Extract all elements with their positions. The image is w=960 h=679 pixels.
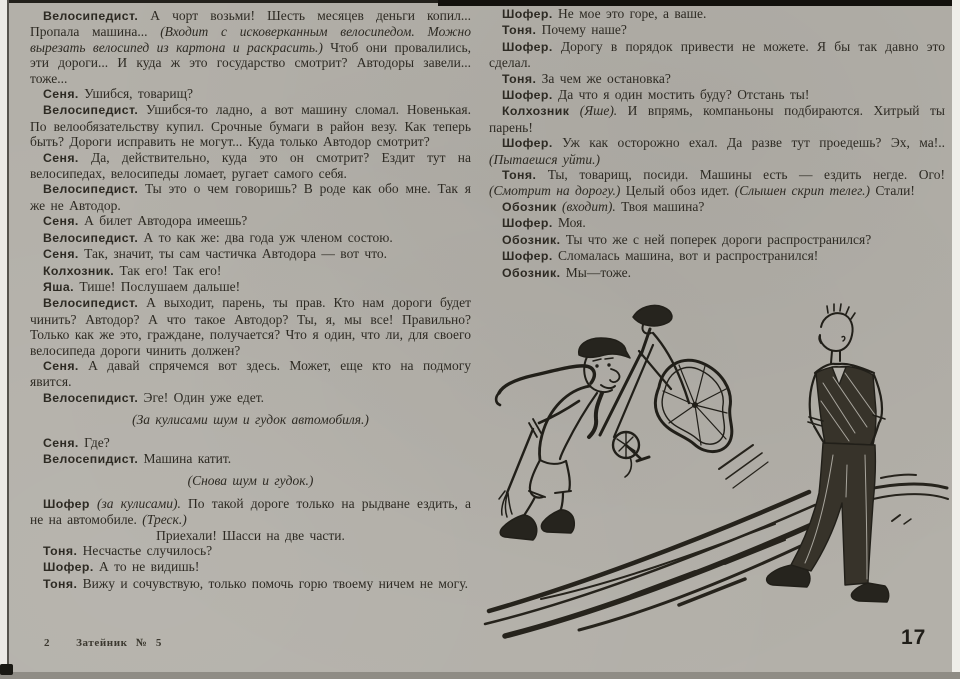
dialogue-text: По такой дороге только на рыдване ездить, а не на автомобиле. — [30, 495, 471, 528]
dialogue-text: А то не видишь! — [93, 559, 200, 575]
speaker-name: Велосепидист. — [43, 451, 139, 466]
speaker-name: Яша. — [43, 279, 74, 294]
dialogue-line — [489, 103, 945, 135]
page-edge-line — [7, 0, 9, 679]
speaker-name: Шофер. — [502, 88, 553, 103]
dialogue-line — [489, 215, 945, 231]
dialogue-text: Да, действительно, куда это он смотрит? Ездит тут на велосипедах, велосипеды ломает, ругает самого себя. — [30, 149, 471, 182]
scan-left-margin — [0, 0, 7, 679]
dialogue-text: Почему наше? — [536, 22, 627, 38]
dialogue-text: Мы—тоже. — [560, 264, 631, 280]
illustration-cyclist-carrying-broken-bicycle — [483, 293, 950, 648]
dialogue-text: Чтоб они провалились, эти дороги... И куда ж это государство смотрит? Автодоры завели... тоже... — [30, 39, 471, 86]
shoe-back — [851, 583, 888, 602]
dialogue-line — [489, 199, 945, 215]
speaker-name: Шофер. — [502, 39, 553, 54]
dialogue-text: Ты это о чем говоришь? В роде как обо мне. Так я же не Автодор. — [30, 181, 471, 213]
dialogue-text: Эге! Один уже едет. — [138, 389, 264, 405]
speaker-name: Велосипедист. — [43, 296, 139, 311]
stage-direction — [30, 473, 471, 488]
stage-note: (Входит с исковерканным велосипедом. Можно вырезать велосипед из картона и раскрасить.) — [30, 24, 471, 55]
dialogue-line — [30, 295, 471, 358]
hand — [499, 491, 512, 517]
dialogue-line — [30, 279, 471, 295]
footer-imprint-line — [44, 637, 162, 649]
speaker-name: Шофер — [43, 496, 90, 511]
speaker-name: Сеня. — [43, 214, 79, 229]
dialogue-text: А давай спрячемся вот здесь. Может, еще кто на подмогу явится. — [30, 357, 471, 390]
dialogue-text: За чем же остановка? — [536, 70, 671, 86]
scarf — [589, 393, 602, 437]
dialogue-line — [30, 263, 471, 279]
dialogue-text: А то как же: два года уж членом состою. — [138, 229, 393, 245]
top-edge-rule-left — [9, 0, 480, 3]
dialogue-text: Вижу и сочувствую, только помочь горю твоему ничем не могу. — [77, 575, 468, 591]
stage-note: (Пытаешся уйти.) — [489, 151, 600, 167]
dialogue-text: Где? — [78, 434, 110, 450]
dialogue-line — [30, 150, 471, 182]
speaker-name: Шофер. — [502, 136, 553, 151]
speaker-name: Колхозник — [502, 104, 570, 119]
scan-right-margin — [952, 0, 960, 679]
speaker-name: Колхозник. — [43, 263, 115, 278]
dialogue-line — [30, 496, 471, 528]
speaker-name: Обозник. — [502, 232, 561, 247]
dialogue-text: Сломалась машина, вот и распространился! — [552, 248, 819, 264]
speaker-name: Велосипедист. — [43, 230, 139, 245]
boot-front — [500, 515, 537, 540]
bottom-edge-band — [0, 672, 960, 679]
dialogue-line — [30, 213, 471, 229]
speaker-name: Шофер. — [43, 560, 94, 575]
stage-note: (Слышен скрип телег.) — [734, 183, 871, 199]
dialogue-line — [489, 248, 945, 264]
trousers — [791, 443, 875, 585]
dialogue-text: А билет Автодора имеешь? — [78, 213, 248, 229]
dialogue-line — [30, 559, 471, 575]
stage-note: (За кулисами шум и гудок автомобиля.) — [132, 412, 369, 428]
dialogue-text: Ты, товарищ, посиди. Машины есть — ездить негде. Ого! — [536, 167, 945, 183]
speaker-name: Тоня. — [43, 576, 78, 591]
dialogue-text: Твоя машина? — [615, 198, 705, 214]
right-text-column — [489, 6, 945, 281]
stage-note: (входит). — [556, 198, 616, 214]
speaker-name: Тоня. — [502, 23, 537, 38]
pedestrian-figure — [767, 304, 889, 602]
dialogue-line — [489, 265, 945, 281]
stage-note: (Яше). — [569, 103, 618, 119]
speaker-name: Велосепидист. — [43, 390, 139, 405]
head — [819, 313, 852, 351]
magazine-imprint: Затейник № 5 — [76, 637, 163, 649]
dialogue-line — [30, 8, 471, 86]
dialogue-text: Да что я один мостить буду? Отстань ты! — [552, 87, 810, 103]
saddle — [633, 305, 672, 325]
speaker-name: Сеня. — [43, 358, 79, 373]
speaker-name: Шофер. — [502, 7, 553, 21]
dialogue-text: Ушибся-то ладно, а вот машину сломал. Новенькая. По велообязательству купил. Срочные бумаги в район везу. Как теперь быть? Дороги исправить не могут... Куда только Автодор смотрит? — [30, 102, 471, 150]
dialogue-line — [489, 232, 945, 248]
dialogue-line — [489, 39, 945, 71]
dialogue-line — [30, 390, 471, 406]
dialogue-text: И впрямь, компаньоны подбираются. Хитрый ты парень! — [489, 103, 945, 135]
dialogue-line — [30, 102, 471, 149]
stage-note: (Снова шум и гудок.) — [187, 473, 314, 489]
page-number: 17 — [901, 626, 927, 649]
speaker-name: Тоня. — [502, 168, 537, 183]
dialogue-text: Несчастье случилось? — [77, 543, 213, 558]
dialogue-text: Стали! — [870, 183, 915, 199]
dialogue-text: Приехали! Шасси на две части. — [156, 527, 345, 543]
speaker-name: Сеня. — [43, 435, 79, 450]
shoe-front — [767, 565, 810, 587]
dialogue-line — [489, 22, 945, 38]
left-text-column — [30, 8, 471, 592]
dialogue-text: Так его! Так его! — [114, 262, 222, 278]
speaker-name: Велосипедист. — [43, 103, 139, 118]
bottom-corner-mark — [0, 664, 13, 675]
dialogue-text: Тише! Послушаем дальше! — [73, 278, 241, 294]
stage-direction — [30, 412, 471, 427]
dialogue-line — [30, 246, 471, 262]
speaker-name: Велосипедист. — [43, 182, 139, 197]
speaker-name: Сеня. — [43, 150, 79, 165]
dialogue-text: А выходит, парень, ты прав. Кто нам дороги будет чинить? Автодор? А что такое Автодор? Ты, я, мы все! Правильно? Только как же это, граждане, получается? Что я один, что ли, для своего велосипеда дороги чинить должен? — [30, 295, 471, 358]
dialogue-line — [489, 135, 945, 167]
dialogue-text: Ты что же с ней поперек дороги распространился? — [560, 231, 872, 247]
dialogue-text: Ушибся, товарищ? — [78, 86, 193, 102]
dialogue-line — [489, 6, 945, 22]
dialogue-line — [30, 181, 471, 213]
speaker-name: Сеня. — [43, 247, 79, 262]
dialogue-text: Не мое это горе, а ваше. — [552, 6, 707, 21]
broken-bicycle — [496, 305, 732, 477]
road-hatching — [485, 445, 948, 636]
stage-note: (Смотрит на дорогу.) — [489, 183, 621, 199]
vest — [816, 366, 876, 445]
dialogue-line — [30, 358, 471, 390]
dialogue-text: А чорт возьми! Шесть месяцев деньги копил... Пропала машина... — [30, 8, 471, 40]
cap — [579, 338, 630, 358]
dialogue-line — [489, 87, 945, 103]
dialogue-line — [30, 435, 471, 451]
speaker-name: Обозник. — [502, 265, 561, 280]
dialogue-line — [30, 86, 471, 102]
dialogue-text: Дорогу в порядок привести не можете. Я бы так давно это сделал. — [489, 38, 945, 71]
stage-note: (за кулисами). — [89, 495, 181, 511]
dialogue-line — [30, 543, 471, 559]
dialogue-text: Уж как осторожно ехал. Да разве тут проедешь? Эх, ма!.. — [552, 135, 945, 151]
speaker-name: Сеня. — [43, 87, 79, 102]
speaker-name: Шофер. — [502, 249, 553, 264]
dialogue-text: Машина катит. — [138, 450, 232, 466]
speaker-name: Обозник — [502, 199, 557, 214]
speaker-name: Шофер. — [502, 216, 553, 231]
signature-number: 2 — [44, 637, 51, 649]
dialogue-line — [489, 167, 945, 199]
stage-note: (Треск.) — [142, 512, 187, 528]
speaker-name: Тоня. — [502, 71, 537, 86]
dialogue-text: Целый обоз идет. — [620, 183, 735, 199]
dialogue-line — [30, 451, 471, 467]
speaker-name: Тоня. — [43, 544, 78, 558]
dialogue-line — [30, 230, 471, 246]
dialogue-text: Так, значит, ты сам частичка Автодора — вот что. — [78, 246, 388, 262]
dialogue-line — [489, 71, 945, 87]
dialogue-continuation — [30, 528, 471, 543]
speaker-name: Велосипедист. — [43, 9, 139, 23]
boot-back — [541, 510, 574, 533]
dialogue-text: Моя. — [552, 215, 586, 231]
dialogue-line — [30, 576, 471, 592]
